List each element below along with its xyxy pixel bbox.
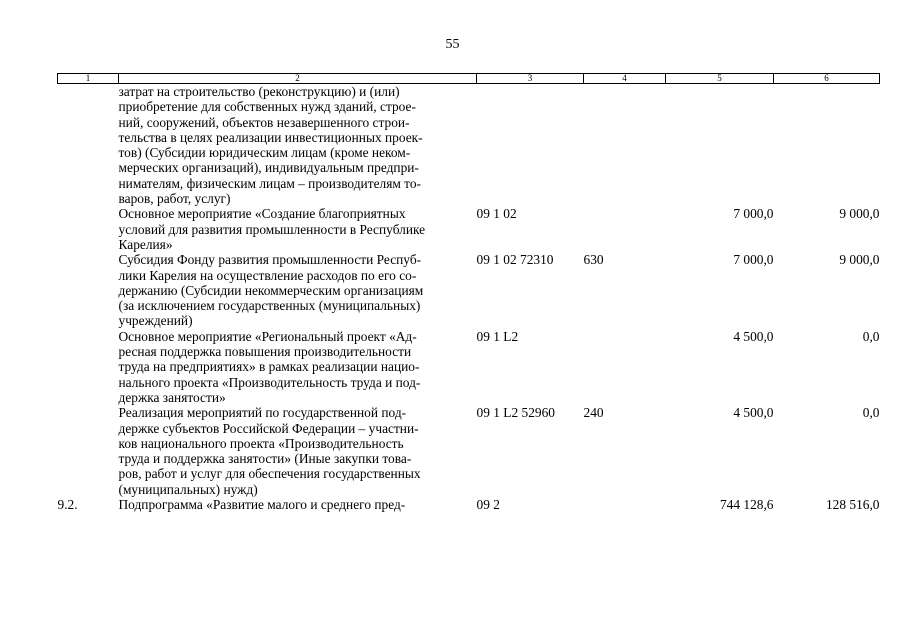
table-row [58,497,880,512]
row-name-line: нального проекта «Производительность труда и под- [118,374,421,390]
row-number [58,84,119,207]
row-number [58,206,119,252]
row-expense-type [584,84,666,207]
row-value-1: 4 500,0 [733,405,774,421]
row-name-line: ров, работ и услуг для обеспечения государственных [118,466,421,482]
row-name-line: держке субъектов Российской Федерации – участни- [118,420,419,436]
row-name [119,497,477,512]
row-code: 09 1 02 72310 [476,252,554,268]
table-body [58,84,880,513]
table-row [58,84,880,207]
table-row [58,329,880,405]
row-name-line: Реализация мероприятий по государственной под- [118,405,407,421]
header-col-5: 5 [666,74,774,84]
header-row [58,74,880,84]
table-row [58,206,880,252]
row-value-1: 7 000,0 [733,206,774,222]
page-number: 55 [445,37,460,52]
row-name-line: ресная поддержка повышения производительности [118,344,412,360]
row-number [58,329,119,405]
row-name [119,252,477,328]
row-code [477,84,584,207]
row-name-line: тов) (Субсидии юридическим лицам (кроме неком- [118,145,411,161]
row-name-line: лики Карелия на осуществление расходов по его со- [118,267,417,283]
row-expense-type: 240 [583,405,604,421]
table-row [58,405,880,497]
row-value-2 [774,84,880,207]
row-value-1 [666,84,774,207]
header-col-2: 2 [119,74,477,84]
header-col-3: 3 [477,74,584,84]
row-name-line: варов, работ, услуг) [118,191,231,207]
row-expense-type [584,497,666,512]
row-name-line: держанию (Субсидии некоммерческим организациям [118,282,424,298]
row-value-1: 4 500,0 [733,328,774,344]
row-name-line: (за исключением государственных (муниципальных) [118,298,421,314]
row-value-2: 128 516,0 [825,497,880,513]
row-name-line: учреждений) [118,313,193,329]
row-value-2: 9 000,0 [839,252,880,268]
row-name-line: Карелия» [118,236,173,252]
row-name [119,84,477,207]
row-name-line: Подпрограмма «Развитие малого и среднего пред- [118,497,406,513]
row-name-line: затрат на строительство (реконструкцию) и (или) [118,84,400,99]
table-row [58,252,880,328]
row-code: 09 1 L2 52960 [476,405,555,421]
row-name-line: приобретение для собственных нужд зданий, строе- [118,99,416,115]
row-name-line: (муниципальных) нужд) [118,481,258,497]
row-value-1: 7 000,0 [733,252,774,268]
row-value-2: 9 000,0 [839,206,880,222]
row-number [58,405,119,497]
row-code: 09 2 [476,497,500,513]
header-col-1: 1 [58,74,119,84]
row-code: 09 1 02 [476,206,517,222]
row-name-line: Субсидия Фонду развития промышленности Респуб- [118,252,422,268]
row-name-line: труда на предприятиях» в рамках реализации нацио- [118,359,420,375]
row-name-line: Основное мероприятие «Создание благоприятных [118,206,406,222]
header-col-6: 6 [774,74,880,84]
row-name-line: тельства в целях реализации инвестиционных проек- [118,129,423,145]
row-value-1: 744 128,6 [719,497,774,513]
row-name-line: держка занятости» [118,389,226,405]
row-name-line: ний, сооружений, объектов незавершенного строи- [118,114,410,130]
row-name [119,206,477,252]
row-value-2: 0,0 [862,405,880,421]
row-number [58,252,119,328]
row-number: 9.2. [57,497,78,513]
row-name-line: мерческих организаций), индивидуальным предпри- [118,160,419,176]
table-header [58,74,880,84]
row-name-line: труда и поддержка занятости» (Иные закупки това- [118,451,412,467]
row-value-2: 0,0 [862,328,880,344]
row-name-line: условий для развития промышленности в Республике [118,221,426,237]
row-name-line: ков национального проекта «Производительность [118,435,404,451]
row-expense-type [584,329,666,405]
row-name-line: нимателям, физическим лицам – производителям то- [118,175,422,191]
row-code: 09 1 L2 [476,328,519,344]
row-name [119,405,477,497]
row-expense-type: 630 [583,252,604,268]
header-col-4: 4 [584,74,666,84]
budget-table [57,73,880,512]
row-name [119,329,477,405]
row-name-line: Основное мероприятие «Региональный проект «Ад- [118,328,417,344]
row-expense-type [584,206,666,252]
